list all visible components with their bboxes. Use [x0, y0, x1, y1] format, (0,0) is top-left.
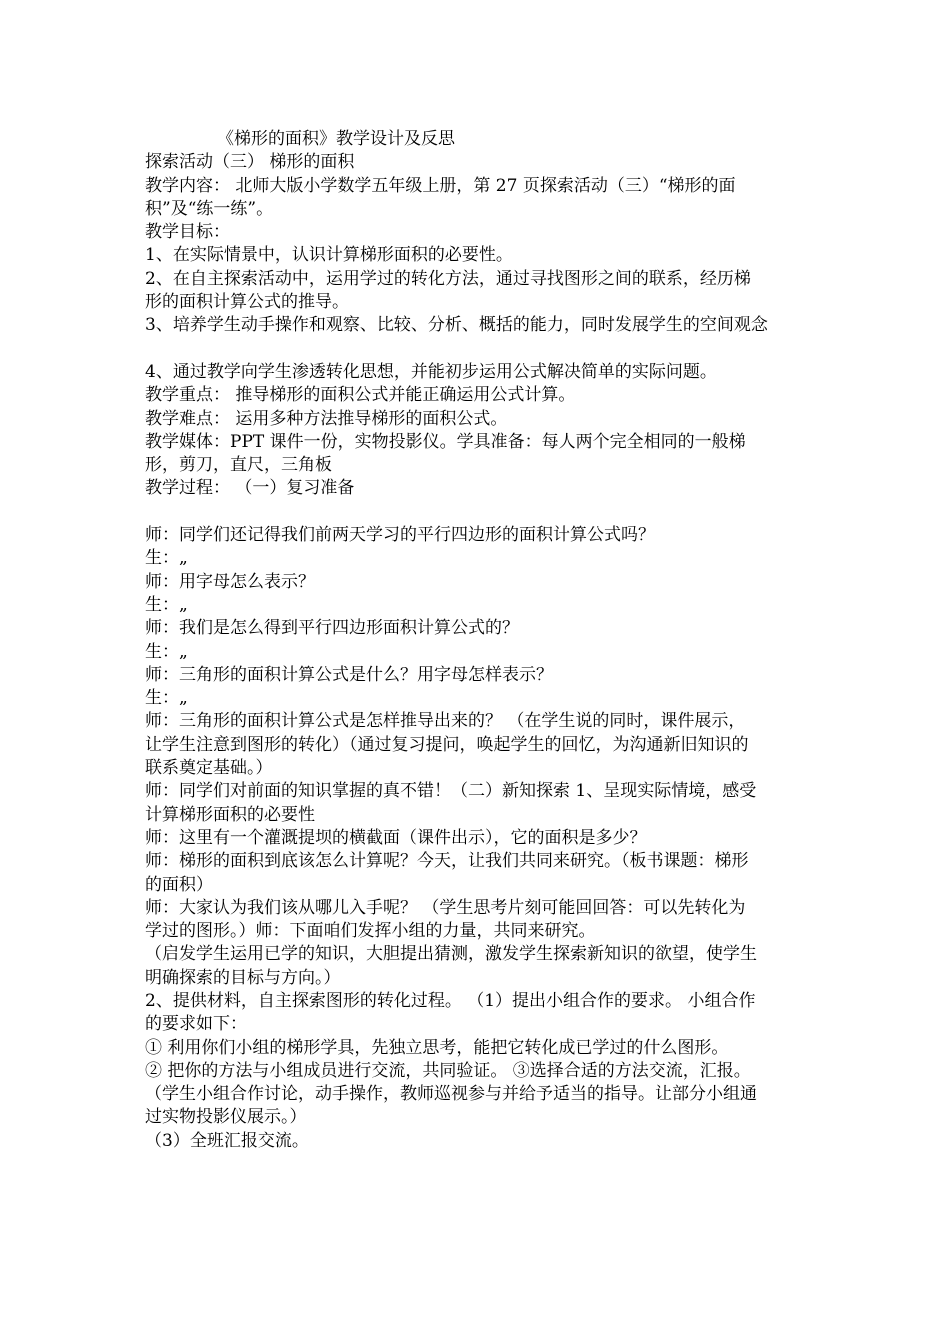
paragraph-line: 教学过程： （一）复习准备 — [145, 478, 355, 499]
paragraph-line: 2、提供材料，自主探索图形的转化过程。 （1）提出小组合作的要求。 小组合作 — [145, 990, 756, 1011]
paragraph-line: （启发学生运用已学的知识，大胆提出猜测，激发学生探索新知识的欲望，使学生 — [145, 944, 757, 965]
paragraph-line: 师：这里有一个灌溉提坝的横截面（课件出示），它的面积是多少？ — [145, 827, 647, 848]
paragraph-line: 过实物投影仪展示。） — [145, 1107, 307, 1128]
paragraph-line: 3、培养学生动手操作和观察、比较、分析、概括的能力，同时发展学生的空间观念 — [145, 315, 768, 336]
paragraph-line: （学生小组合作讨论，动手操作，教师巡视参与并给予适当的指导。让部分小组通 — [145, 1084, 757, 1105]
paragraph-line: 学过的图形。）师：下面咱们发挥小组的力量，共同来研究。 — [145, 921, 596, 942]
paragraph-line: 师：同学们对前面的知识掌握的真不错！（二）新知探索 1、呈现实际情境，感受 — [145, 781, 757, 802]
paragraph-line: ② 把你的方法与小组成员进行交流，共同验证。 ③选择合适的方法交流，汇报。 — [145, 1060, 751, 1081]
paragraph-line: ① 利用你们小组的梯形学具，先独立思考，能把它转化成已学过的什么图形。 — [145, 1037, 729, 1058]
paragraph-line: 生：„ — [145, 594, 188, 615]
paragraph-line: 师：大家认为我们该从哪儿入手呢？ （学生思考片刻可能回回答：可以先转化为 — [145, 897, 746, 918]
paragraph-line: 教学目标： — [145, 222, 230, 243]
paragraph-line: 教学媒体：PPT 课件一份，实物投影仪。学具准备：每人两个完全相同的一般梯 — [145, 431, 746, 452]
paragraph-line: 师：三角形的面积计算公式是怎样推导出来的？ （在学生说的同时，课件展示， — [145, 711, 746, 732]
paragraph-line: 让学生注意到图形的转化）（通过复习提问，唤起学生的回忆，为沟通新旧知识的 — [145, 734, 749, 755]
paragraph-line: 生：„ — [145, 688, 188, 709]
paragraph-line: 生：„ — [145, 548, 188, 569]
paragraph-line: （3）全班汇报交流。 — [145, 1130, 309, 1151]
paragraph-line: 教学重点： 推导梯形的面积公式并能正确运用公式计算。 — [145, 385, 576, 406]
paragraph-line: 形，剪刀，直尺，三角板 — [145, 455, 332, 476]
blank-line — [145, 338, 810, 361]
paragraph-line: 师：我们是怎么得到平行四边形面积计算公式的？ — [145, 618, 519, 639]
paragraph-line: 形的面积计算公式的推导。 — [145, 292, 349, 313]
paragraph-line: 计算梯形面积的必要性 — [145, 804, 315, 825]
paragraph-line: 生：„ — [145, 641, 188, 662]
paragraph-line: 联系奠定基础。） — [145, 758, 273, 779]
paragraph-line: 1、在实际情景中，认识计算梯形面积的必要性。 — [145, 245, 513, 266]
paragraph-line: 教学内容： 北师大版小学数学五年级上册，第 27 页探索活动（三）“梯形的面 — [145, 175, 736, 196]
section-heading: 探索活动（三） 梯形的面积 — [145, 152, 355, 173]
document-title: 《梯形的面积》教学设计及反思 — [217, 129, 455, 149]
paragraph-line: 2、在自主探索活动中，运用学过的转化方法，通过寻找图形之间的联系，经历梯 — [145, 268, 751, 289]
paragraph-line: 的面积） — [145, 874, 213, 895]
paragraph-line: 4、通过教学向学生渗透转化思想，并能初步运用公式解决简单的实际问题。 — [145, 361, 717, 382]
paragraph-line: 明确探索的目标与方向。） — [145, 967, 341, 988]
paragraph-line: 教学难点： 运用多种方法推导梯形的面积公式。 — [145, 408, 508, 429]
paragraph-line: 积”及“练一练”。 — [145, 198, 274, 219]
paragraph-line: 师：三角形的面积计算公式是什么？用字母怎样表示？ — [145, 664, 553, 685]
paragraph-line: 师：同学们还记得我们前两天学习的平行四边形的面积计算公式吗？ — [145, 525, 655, 546]
paragraph-line: 师：用字母怎么表示？ — [145, 571, 315, 592]
document-body — [145, 128, 810, 1153]
paragraph-line: 师：梯形的面积到底该怎么计算呢？今天，让我们共同来研究。（板书课题：梯形 — [145, 851, 749, 872]
paragraph-line: 的要求如下： — [145, 1014, 247, 1035]
blank-line — [145, 501, 810, 524]
